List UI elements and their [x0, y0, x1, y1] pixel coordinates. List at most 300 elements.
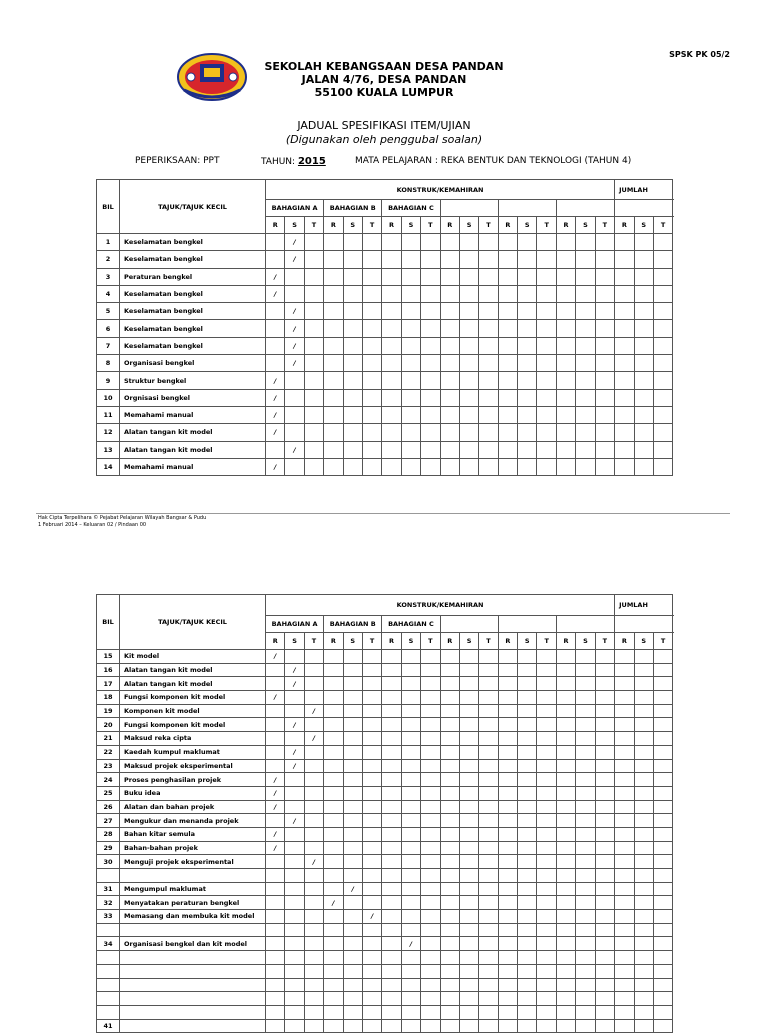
grid-cell [343, 1019, 362, 1033]
row-number: 14 [97, 458, 120, 475]
grid-cell [576, 691, 595, 705]
grid-cell [362, 441, 381, 458]
grid-cell [459, 458, 478, 475]
grid-cell [615, 355, 634, 372]
row-topic [120, 1019, 266, 1033]
grid-cell [304, 923, 323, 937]
grid-cell [459, 964, 478, 978]
table-row [97, 978, 673, 992]
grid-cell [518, 855, 537, 869]
topic-header: TAJUK/TAJUK KECIL [120, 595, 266, 650]
row-topic: Fungsi komponen kit model [120, 718, 266, 732]
grid-cell [401, 855, 420, 869]
grid-cell [634, 910, 653, 924]
check-mark: / [285, 814, 304, 828]
grid-cell [653, 841, 672, 855]
grid-cell [615, 773, 634, 787]
grid-cell [459, 923, 478, 937]
row-topic: Peraturan bengkel [120, 268, 266, 285]
grid-cell [615, 910, 634, 924]
grid-cell [401, 896, 420, 910]
grid-cell [653, 718, 672, 732]
grid-cell [285, 458, 304, 475]
grid-cell [382, 786, 401, 800]
grid-cell [382, 303, 401, 320]
grid-cell [479, 372, 498, 389]
grid-cell [653, 704, 672, 718]
grid-cell [479, 1019, 498, 1033]
grid-cell [362, 268, 381, 285]
grid-cell [518, 882, 537, 896]
grid-cell [498, 704, 517, 718]
row-topic: Alatan dan bahan projek [120, 800, 266, 814]
grid-cell [537, 677, 556, 691]
grid-cell [343, 285, 362, 302]
specification-table-2 [96, 594, 673, 1033]
grid-cell [498, 355, 517, 372]
grid-cell [595, 704, 614, 718]
check-mark: / [343, 882, 362, 896]
grid-cell [421, 827, 440, 841]
grid-cell [459, 951, 478, 965]
grid-cell [304, 1019, 323, 1033]
table-row [97, 355, 673, 372]
grid-cell [304, 800, 323, 814]
level-header: T [421, 633, 440, 650]
grid-cell [498, 691, 517, 705]
grid-cell [362, 978, 381, 992]
grid-cell [634, 978, 653, 992]
grid-cell [304, 951, 323, 965]
grid-cell [537, 882, 556, 896]
grid-cell [576, 251, 595, 268]
row-topic: Fungsi komponen kit model [120, 691, 266, 705]
table-row [97, 759, 673, 773]
grid-cell [382, 937, 401, 951]
grid-cell [421, 355, 440, 372]
grid-cell [518, 303, 537, 320]
grid-cell [615, 406, 634, 423]
check-mark: / [266, 458, 285, 475]
grid-cell [401, 773, 420, 787]
grid-cell [285, 704, 304, 718]
grid-cell [479, 677, 498, 691]
grid-cell [324, 355, 343, 372]
row-topic [120, 1005, 266, 1019]
grid-cell [421, 910, 440, 924]
grid-cell [498, 320, 517, 337]
specification-table-1 [96, 179, 673, 476]
grid-cell [634, 337, 653, 354]
grid-cell [537, 745, 556, 759]
grid-cell [556, 234, 575, 251]
grid-cell [401, 234, 420, 251]
grid-cell [653, 320, 672, 337]
grid-cell [653, 978, 672, 992]
grid-cell [440, 389, 459, 406]
table-row [97, 1005, 673, 1019]
grid-cell [576, 964, 595, 978]
grid-cell [266, 896, 285, 910]
grid-cell [304, 718, 323, 732]
section-header-blank [615, 616, 673, 633]
grid-cell [479, 441, 498, 458]
grid-cell [595, 937, 614, 951]
grid-cell [324, 441, 343, 458]
row-number: 1 [97, 234, 120, 251]
subject-label: MATA PELAJARAN : REKA BENTUK DAN TEKNOLOGI (TAHUN 4) [355, 156, 632, 166]
grid-cell [595, 458, 614, 475]
grid-cell [459, 827, 478, 841]
row-topic [120, 951, 266, 965]
row-number: 12 [97, 424, 120, 441]
grid-cell [343, 745, 362, 759]
grid-cell [653, 268, 672, 285]
grid-cell [382, 978, 401, 992]
grid-cell [343, 718, 362, 732]
grid-cell [266, 251, 285, 268]
grid-cell [556, 732, 575, 746]
grid-cell [479, 937, 498, 951]
table-row [97, 337, 673, 354]
grid-cell [382, 406, 401, 423]
grid-cell [595, 882, 614, 896]
grid-cell [362, 285, 381, 302]
table-row [97, 458, 673, 475]
grid-cell [459, 745, 478, 759]
grid-cell [595, 800, 614, 814]
grid-cell [421, 441, 440, 458]
grid-cell [362, 458, 381, 475]
grid-cell [421, 650, 440, 664]
grid-cell [537, 992, 556, 1006]
grid-cell [401, 406, 420, 423]
grid-cell [556, 389, 575, 406]
section-header: BAHAGIAN C [382, 616, 440, 633]
grid-cell [304, 389, 323, 406]
grid-cell [498, 285, 517, 302]
grid-cell [615, 1005, 634, 1019]
grid-cell [266, 745, 285, 759]
grid-cell [324, 389, 343, 406]
grid-cell [382, 234, 401, 251]
grid-cell [285, 923, 304, 937]
grid-cell [285, 372, 304, 389]
grid-cell [556, 964, 575, 978]
grid-cell [421, 251, 440, 268]
row-topic: Memahami manual [120, 458, 266, 475]
grid-cell [518, 650, 537, 664]
grid-cell [459, 663, 478, 677]
row-number: 16 [97, 663, 120, 677]
grid-cell [556, 745, 575, 759]
grid-cell [518, 814, 537, 828]
grid-cell [556, 814, 575, 828]
grid-cell [479, 337, 498, 354]
grid-cell [459, 355, 478, 372]
grid-cell [518, 458, 537, 475]
grid-cell [479, 355, 498, 372]
grid-cell [440, 745, 459, 759]
grid-cell [285, 424, 304, 441]
grid-cell [324, 663, 343, 677]
grid-cell [440, 458, 459, 475]
grid-cell [343, 458, 362, 475]
level-header: S [343, 633, 362, 650]
grid-cell [653, 786, 672, 800]
grid-cell [324, 732, 343, 746]
grid-cell [324, 937, 343, 951]
grid-cell [459, 896, 478, 910]
grid-cell [362, 773, 381, 787]
grid-cell [556, 285, 575, 302]
total-header: JUMLAH [615, 180, 673, 200]
grid-cell [382, 759, 401, 773]
level-header: T [537, 633, 556, 650]
grid-cell [653, 910, 672, 924]
grid-cell [595, 759, 614, 773]
grid-cell [324, 320, 343, 337]
document-title: JADUAL SPESIFIKASI ITEM/UJIAN [297, 119, 471, 132]
grid-cell [285, 285, 304, 302]
grid-cell [518, 978, 537, 992]
exam-label: PEPERIKSAAN: PPT [135, 156, 220, 166]
grid-cell [653, 773, 672, 787]
grid-cell [266, 992, 285, 1006]
grid-cell [266, 677, 285, 691]
check-mark: / [362, 910, 381, 924]
grid-cell [285, 841, 304, 855]
grid-cell [343, 896, 362, 910]
grid-cell [343, 978, 362, 992]
row-number: 10 [97, 389, 120, 406]
grid-cell [653, 759, 672, 773]
grid-cell [479, 992, 498, 1006]
row-number [97, 951, 120, 965]
grid-cell [285, 882, 304, 896]
grid-cell [576, 389, 595, 406]
row-number [97, 992, 120, 1006]
grid-cell [518, 441, 537, 458]
grid-cell [285, 978, 304, 992]
grid-cell [382, 745, 401, 759]
grid-cell [634, 389, 653, 406]
grid-cell [498, 424, 517, 441]
grid-cell [421, 923, 440, 937]
grid-cell [595, 372, 614, 389]
total-header: JUMLAH [615, 595, 673, 616]
grid-cell [615, 650, 634, 664]
row-number [97, 964, 120, 978]
check-mark: / [266, 691, 285, 705]
grid-cell [440, 855, 459, 869]
grid-cell [556, 841, 575, 855]
grid-cell [440, 677, 459, 691]
grid-cell [576, 303, 595, 320]
grid-cell [440, 882, 459, 896]
grid-cell [401, 663, 420, 677]
grid-cell [343, 869, 362, 883]
grid-cell [479, 251, 498, 268]
row-number: 21 [97, 732, 120, 746]
grid-cell [518, 1019, 537, 1033]
table-row [97, 704, 673, 718]
grid-cell [421, 759, 440, 773]
grid-cell [440, 424, 459, 441]
grid-cell [576, 663, 595, 677]
table-row [97, 855, 673, 869]
document-subtitle: (Digunakan oleh penggubal soalan) [285, 133, 483, 146]
grid-cell [440, 896, 459, 910]
grid-cell [556, 759, 575, 773]
grid-cell [537, 786, 556, 800]
grid-cell [653, 441, 672, 458]
grid-cell [518, 663, 537, 677]
row-number: 31 [97, 882, 120, 896]
grid-cell [401, 441, 420, 458]
grid-cell [518, 923, 537, 937]
grid-cell [576, 800, 595, 814]
grid-cell [576, 458, 595, 475]
grid-cell [537, 869, 556, 883]
document-title-block [200, 119, 568, 147]
grid-cell [498, 337, 517, 354]
grid-cell [285, 268, 304, 285]
grid-cell [382, 882, 401, 896]
grid-cell [518, 251, 537, 268]
grid-cell [324, 800, 343, 814]
grid-cell [576, 814, 595, 828]
grid-cell [421, 285, 440, 302]
grid-cell [343, 355, 362, 372]
grid-cell [537, 234, 556, 251]
grid-cell [421, 704, 440, 718]
row-number: 34 [97, 937, 120, 951]
grid-cell [440, 650, 459, 664]
grid-cell [324, 951, 343, 965]
grid-cell [266, 978, 285, 992]
grid-cell [518, 406, 537, 423]
grid-cell [615, 663, 634, 677]
grid-cell [556, 896, 575, 910]
grid-cell [401, 910, 420, 924]
grid-cell [498, 978, 517, 992]
grid-cell [362, 937, 381, 951]
grid-cell [595, 773, 614, 787]
grid-cell [537, 951, 556, 965]
grid-cell [518, 773, 537, 787]
grid-cell [421, 677, 440, 691]
grid-cell [362, 1005, 381, 1019]
grid-cell [653, 827, 672, 841]
grid-cell [653, 389, 672, 406]
section-header-blank [440, 616, 498, 633]
grid-cell [595, 650, 614, 664]
section-header-blank [615, 200, 673, 217]
grid-cell [556, 937, 575, 951]
grid-cell [382, 663, 401, 677]
level-header: R [615, 217, 634, 234]
grid-cell [285, 732, 304, 746]
grid-cell [401, 1005, 420, 1019]
bil-header: BIL [97, 595, 120, 650]
row-topic: Alatan tangan kit model [120, 663, 266, 677]
grid-cell [634, 951, 653, 965]
grid-cell [518, 800, 537, 814]
table-row [97, 882, 673, 896]
grid-cell [576, 372, 595, 389]
grid-cell [595, 732, 614, 746]
grid-cell [595, 268, 614, 285]
grid-cell [576, 855, 595, 869]
grid-cell [324, 234, 343, 251]
grid-cell [653, 355, 672, 372]
grid-cell [556, 663, 575, 677]
grid-cell [421, 732, 440, 746]
table-row [97, 745, 673, 759]
table-row [97, 910, 673, 924]
table-row [97, 773, 673, 787]
grid-cell [324, 285, 343, 302]
grid-cell [634, 896, 653, 910]
grid-cell [556, 827, 575, 841]
row-number [97, 978, 120, 992]
grid-cell [479, 773, 498, 787]
level-header: T [479, 217, 498, 234]
grid-cell [615, 320, 634, 337]
row-topic: Keselamatan bengkel [120, 234, 266, 251]
grid-cell [343, 786, 362, 800]
grid-cell [401, 732, 420, 746]
grid-cell [362, 320, 381, 337]
grid-cell [440, 1005, 459, 1019]
grid-cell [615, 964, 634, 978]
grid-cell [498, 923, 517, 937]
grid-cell [382, 320, 401, 337]
grid-cell [653, 937, 672, 951]
table-row [97, 827, 673, 841]
grid-cell [343, 234, 362, 251]
level-header: S [401, 633, 420, 650]
grid-cell [440, 759, 459, 773]
grid-cell [343, 923, 362, 937]
section-header: BAHAGIAN A [266, 616, 324, 633]
grid-cell [343, 337, 362, 354]
grid-cell [401, 1019, 420, 1033]
grid-cell [537, 704, 556, 718]
grid-cell [479, 869, 498, 883]
grid-cell [518, 372, 537, 389]
grid-cell [382, 992, 401, 1006]
grid-cell [556, 691, 575, 705]
grid-cell [634, 372, 653, 389]
grid-cell [518, 285, 537, 302]
grid-cell [634, 355, 653, 372]
grid-cell [537, 923, 556, 937]
grid-cell [285, 1005, 304, 1019]
grid-cell [459, 441, 478, 458]
grid-cell [401, 814, 420, 828]
check-mark: / [324, 896, 343, 910]
grid-cell [343, 303, 362, 320]
grid-cell [440, 268, 459, 285]
grid-cell [576, 910, 595, 924]
grid-cell [653, 285, 672, 302]
grid-cell [421, 234, 440, 251]
grid-cell [615, 937, 634, 951]
row-topic: Memasang dan membuka kit model [120, 910, 266, 924]
grid-cell [362, 732, 381, 746]
